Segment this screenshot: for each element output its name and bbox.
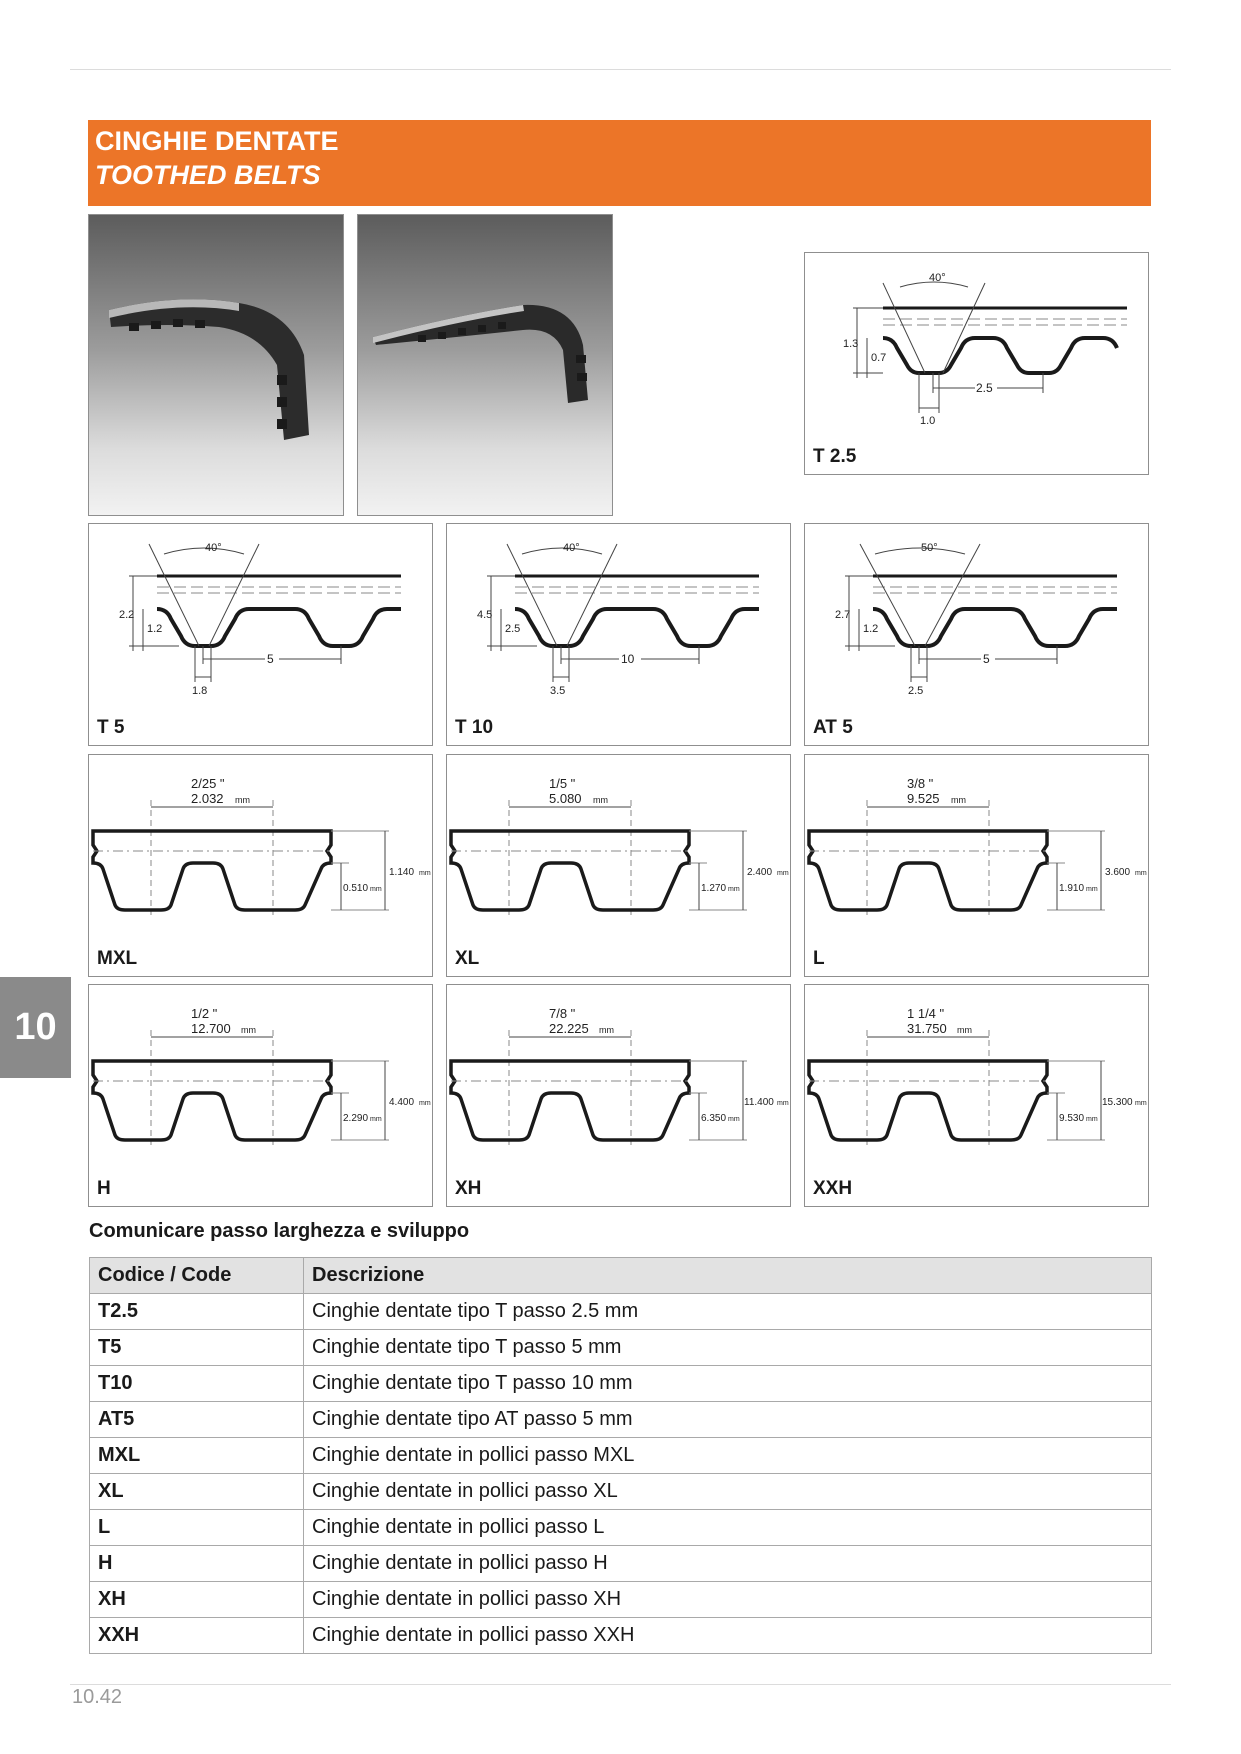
t10-root: 3.5 [550,685,566,697]
code-cell: MXL [90,1438,304,1474]
description-cell: Cinghie dentate tipo AT passo 5 mm [304,1402,1152,1438]
xxh-tooth-height: 9.530 [1059,1113,1085,1124]
xl-pitch-mm: 5.080 [549,791,582,806]
description-cell: Cinghie dentate tipo T passo 2.5 mm [304,1294,1152,1330]
column-header-description: Descrizione [304,1258,1152,1294]
profile-h [88,984,433,1207]
xh-pitch-mm: 22.225 [549,1021,589,1036]
description-cell: Cinghie dentate tipo T passo 5 mm [304,1330,1152,1366]
at5-angle: 50° [921,542,938,554]
table-row [90,1546,1152,1582]
belt-photo-2 [357,214,613,516]
xh-total-unit: mm [777,1100,789,1107]
table-row [90,1474,1152,1510]
xh-unit: mm [599,1025,614,1035]
code-cell: XL [90,1474,304,1510]
table-row [90,1438,1152,1474]
xxh-pitch-mm: 31.750 [907,1021,947,1036]
profile-label-at5: AT 5 [813,717,853,738]
profile-label-h: H [97,1178,111,1199]
xl-tooth-unit: mm [728,886,740,893]
h-pitch-in: 1/2 " [191,1006,218,1021]
top-rule [70,69,1171,70]
table-row [90,1330,1152,1366]
h-total-unit: mm [419,1100,431,1107]
table-row [90,1402,1152,1438]
xl-unit: mm [593,795,608,805]
profile-t10 [446,523,791,746]
t25-pitch: 2.5 [976,381,993,395]
mxl-pitch-in: 2/25 " [191,776,225,791]
xl-tooth-height: 1.270 [701,883,727,894]
section-title: CINGHIE DENTATE [95,126,339,156]
belt-photo-1 [88,214,344,516]
code-cell: L [90,1510,304,1546]
page-number: 10.42 [72,1686,123,1708]
profile-xxh [804,984,1149,1207]
profile-t2-5 [804,252,1149,475]
description-cell: Cinghie dentate tipo T passo 10 mm [304,1366,1152,1402]
table-row [90,1294,1152,1330]
l-total-unit: mm [1135,870,1147,877]
table-row [90,1510,1152,1546]
profile-label-xxh: XXH [813,1178,853,1199]
l-pitch-in: 3/8 " [907,776,934,791]
description-cell: Cinghie dentate in pollici passo XH [304,1582,1152,1618]
t10-pitch: 10 [621,652,635,666]
mxl-tooth-unit: mm [370,886,382,893]
mxl-total-unit: mm [419,870,431,877]
column-header-code: Codice / Code [90,1258,304,1294]
order-note: Comunicare passo larghezza e sviluppo [89,1220,470,1242]
description-cell: Cinghie dentate in pollici passo L [304,1510,1152,1546]
profile-label-mxl: MXL [97,948,138,969]
profile-label-t10: T 10 [455,717,494,738]
l-tooth-unit: mm [1086,886,1098,893]
profile-label-xh: XH [455,1178,482,1199]
table-row [90,1582,1152,1618]
description-cell: Cinghie dentate in pollici passo H [304,1546,1152,1582]
t10-angle: 40° [563,542,580,554]
h-tooth-height: 2.290 [343,1113,369,1124]
code-cell: H [90,1546,304,1582]
section-subtitle: TOOTHED BELTS [95,160,321,190]
table-row [90,1366,1152,1402]
mxl-tooth-height: 0.510 [343,883,369,894]
h-total-height: 4.400 [389,1097,415,1108]
mxl-total-height: 1.140 [389,867,415,878]
h-unit: mm [241,1025,256,1035]
t5-angle: 40° [205,542,222,554]
t10-tooth-height: 2.5 [505,623,521,635]
xh-pitch-in: 7/8 " [549,1006,576,1021]
at5-tooth-height: 1.2 [863,623,879,635]
t5-root: 1.8 [192,685,208,697]
at5-pitch: 5 [983,652,990,666]
xxh-pitch-in: 1 1/4 " [907,1006,945,1021]
xh-total-height: 11.400 [744,1097,774,1108]
mxl-pitch-mm: 2.032 [191,791,224,806]
mxl-unit: mm [235,795,250,805]
description-cell: Cinghie dentate in pollici passo XXH [304,1618,1152,1654]
h-tooth-unit: mm [370,1116,382,1123]
profile-label-l: L [813,948,825,969]
profile-xl [446,754,791,977]
xl-total-height: 2.400 [747,867,773,878]
profile-label-xl: XL [455,948,480,969]
code-cell: T5 [90,1330,304,1366]
profile-at5 [804,523,1149,746]
code-cell: XH [90,1582,304,1618]
xh-tooth-height: 6.350 [701,1113,727,1124]
code-cell: AT5 [90,1402,304,1438]
profile-mxl [88,754,433,977]
at5-root: 2.5 [908,685,924,697]
l-total-height: 3.600 [1105,867,1131,878]
t5-pitch: 5 [267,652,274,666]
code-cell: T10 [90,1366,304,1402]
chapter-tab: 10 [0,977,71,1078]
t10-height: 4.5 [477,609,493,621]
xxh-total-height: 15.300 [1102,1097,1133,1108]
t25-tooth-height: 0.7 [871,352,887,364]
l-tooth-height: 1.910 [1059,883,1085,894]
profile-t5 [88,523,433,746]
t25-angle: 40° [929,272,946,284]
code-cell: XXH [90,1618,304,1654]
code-cell: T2.5 [90,1294,304,1330]
t25-root: 1.0 [920,415,936,427]
profile-l [804,754,1149,977]
l-unit: mm [951,795,966,805]
description-cell: Cinghie dentate in pollici passo XL [304,1474,1152,1510]
bottom-rule [70,1684,1171,1685]
xxh-tooth-unit: mm [1086,1116,1098,1123]
l-pitch-mm: 9.525 [907,791,940,806]
table-row [90,1618,1152,1654]
xh-tooth-unit: mm [728,1116,740,1123]
profile-label-t5: T 5 [97,717,125,738]
profile-label-t2-5: T 2.5 [813,446,857,467]
t5-tooth-height: 1.2 [147,623,163,635]
table-header-row [90,1258,1152,1294]
xl-total-unit: mm [777,870,789,877]
xl-pitch-in: 1/5 " [549,776,576,791]
xxh-total-unit: mm [1135,1100,1147,1107]
description-cell: Cinghie dentate in pollici passo MXL [304,1438,1152,1474]
at5-height: 2.7 [835,609,851,621]
xxh-unit: mm [957,1025,972,1035]
t5-height: 2.2 [119,609,135,621]
codes-table [89,1257,1152,1654]
t25-height: 1.3 [843,338,859,350]
profile-xh [446,984,791,1207]
h-pitch-mm: 12.700 [191,1021,231,1036]
section-header [88,120,1151,206]
